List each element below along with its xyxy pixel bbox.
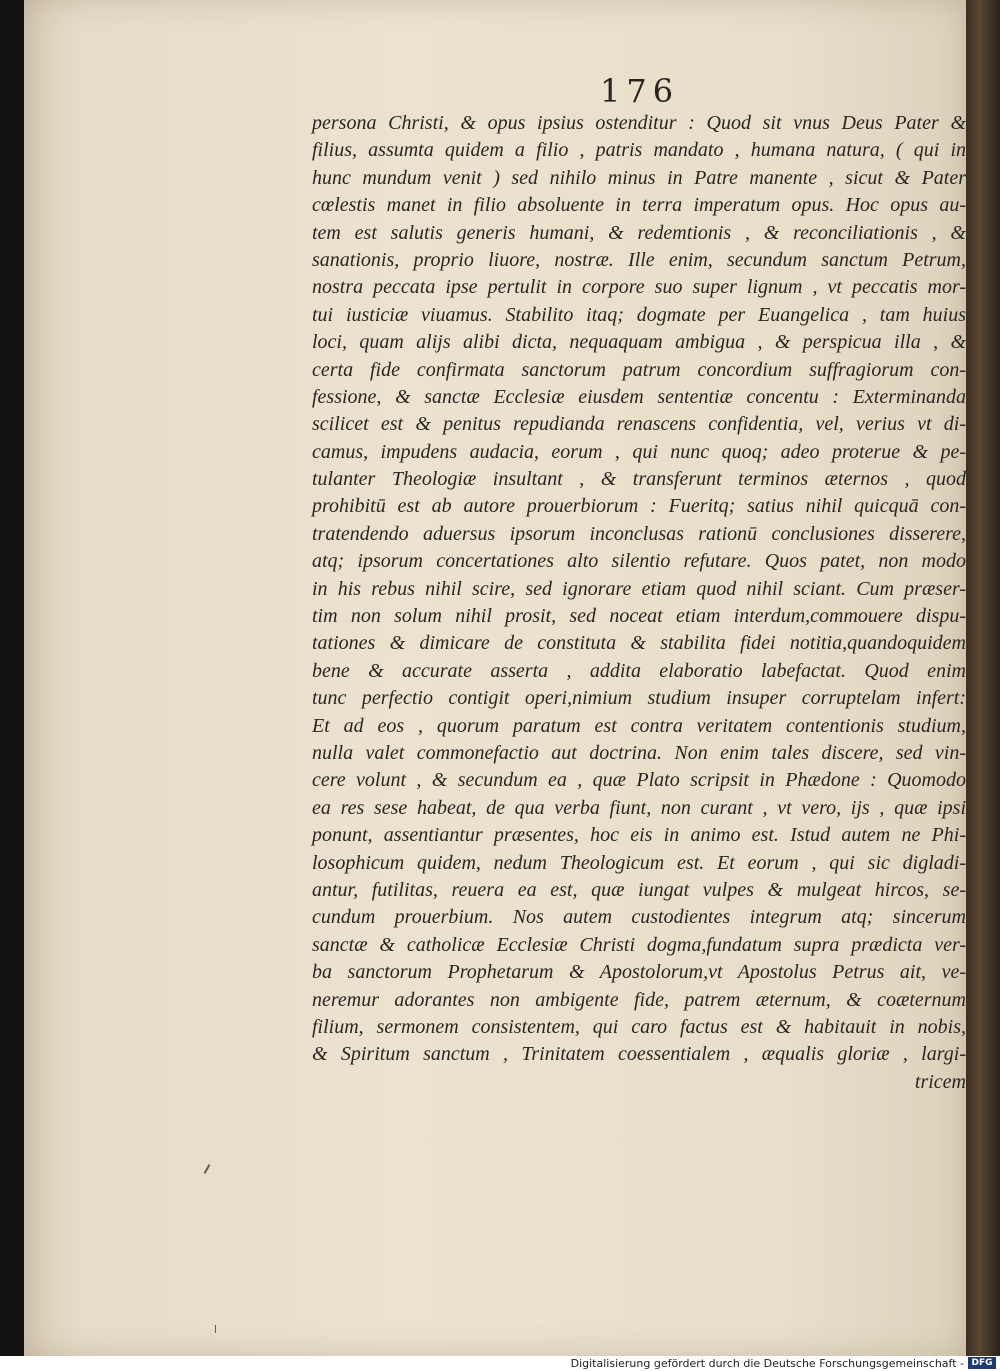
text-line: tratendendo aduersus ipsorum inconclusas rationū conclusiones disserere, — [312, 522, 966, 545]
text-line: Et ad eos , quorum paratum est contra veritatem contentionis studium, — [312, 714, 966, 737]
text-line: loci, quam alijs alibi dicta, nequaquam ambigua , & perspicua illa , & — [312, 331, 966, 354]
text-line: cœlestis manet in filio absoluente in terra imperatum opus. Hoc opus au- — [312, 194, 966, 217]
catchword: tricem — [914, 1070, 966, 1093]
text-line: fessione, & sanctæ Ecclesiæ eiusdem sententiæ concentu : Exterminanda — [312, 385, 966, 408]
text-line: filium, sermonem consistentem, qui caro factus est & habitauit in nobis, — [312, 1015, 966, 1038]
text-line: antur, futilitas, reuera ea est, quæ iungat vulpes & mulgeat hircos, se- — [312, 878, 966, 901]
text-line: tunc perfectio contigit operi,nimium studium insuper corruptelam infert: — [312, 687, 966, 710]
text-line: prohibitū est ab autore prouerbiorum : Fueritq; satius nihil quicquā con- — [312, 495, 966, 518]
text-line: tulanter Theologiæ insultant , & transferunt terminos æternos , quod — [312, 468, 966, 491]
stray-mark — [215, 1325, 216, 1333]
text-line: certa fide confirmata sanctorum patrum concordium suffragiorum con- — [312, 358, 966, 381]
page-text — [312, 110, 966, 1096]
text-line: filius, assumta quidem a filio , patris mandato , humana natura, ( qui in — [312, 139, 966, 162]
text-line: cere volunt , & secundum ea , quæ Plato scripsit in Phædone : Quomodo — [312, 769, 966, 792]
text-line: bene & accurate asserta , addita elaboratio labefactat. Quod enim — [312, 659, 966, 682]
text-line: losophicum quidem, nedum Theologicum est. Et eorum , qui sic digladi- — [312, 851, 966, 874]
text-line: cundum prouerbium. Nos autem custodientes integrum atq; sincerum — [312, 906, 966, 929]
text-line: sanctæ & catholicæ Ecclesiæ Christi dogma,fundatum supra prædicta ver- — [312, 933, 966, 956]
text-line: ba sanctorum Prophetarum & Apostolorum,vt Apostolus Petrus ait, ve- — [312, 961, 966, 984]
text-line: ponunt, assentiantur præsentes, hoc eis in animo est. Istud autem ne Phi- — [312, 824, 966, 847]
text-line: scilicet est & penitus repudianda renascens confidentia, vel, verius vt di- — [312, 413, 966, 436]
page-number: 176 — [600, 72, 680, 110]
text-line: persona Christi, & opus ipsius ostenditur : Quod sit vnus Deus Pater & — [312, 112, 966, 134]
text-line: tem est salutis generis humani, & redemtionis , & reconciliationis , & — [312, 221, 966, 244]
dfg-logo: DFG — [968, 1357, 996, 1369]
text-line: tim non solum nihil prosit, sed noceat etiam interdum,commouere dispu- — [312, 605, 966, 628]
text-line: neremur adorantes non ambigente fide, patrem æternum, & coæternum — [312, 988, 966, 1011]
text-line: camus, impudens audacia, eorum , qui nunc quoq; adeo proterue & pe- — [312, 440, 966, 463]
text-line: hunc mundum venit ) sed nihilo minus in Patre manente , sicut & Pater — [312, 166, 966, 189]
text-line: & Spiritum sanctum , Trinitatem coessentialem , æqualis gloriæ , largi- — [312, 1043, 966, 1066]
text-line: in his rebus nihil scire, sed ignorare etiam quod nihil sciant. Cum præser- — [312, 577, 966, 600]
text-line: ea res sese habeat, de qua verba fiunt, non curant , vt vero, ijs , quæ ipsi — [312, 796, 966, 819]
text-line: tui iusticiæ viuamus. Stabilito itaq; dogmate per Euangelica , tam huius — [312, 303, 966, 326]
text-line: nulla valet commonefactio aut doctrina. Non enim tales discere, sed vin- — [312, 741, 966, 764]
digitization-footer — [0, 1356, 1000, 1371]
footer-text: Digitalisierung gefördert durch die Deutsche Forschungsgemeinschaft - — [570, 1357, 964, 1370]
text-line: atq; ipsorum concertationes alto silentio refutare. Quos patet, non modo — [312, 550, 966, 573]
text-line: nostra peccata ipse pertulit in corpore suo super lignum , vt peccatis mor- — [312, 276, 966, 299]
text-line: tationes & dimicare de constituta & stabilita fidei notitia,quandoquidem — [312, 632, 966, 655]
text-line: sanationis, proprio liuore, nostræ. Ille enim, secundum sanctum Petrum, — [312, 248, 966, 271]
book-spine — [966, 0, 1000, 1356]
